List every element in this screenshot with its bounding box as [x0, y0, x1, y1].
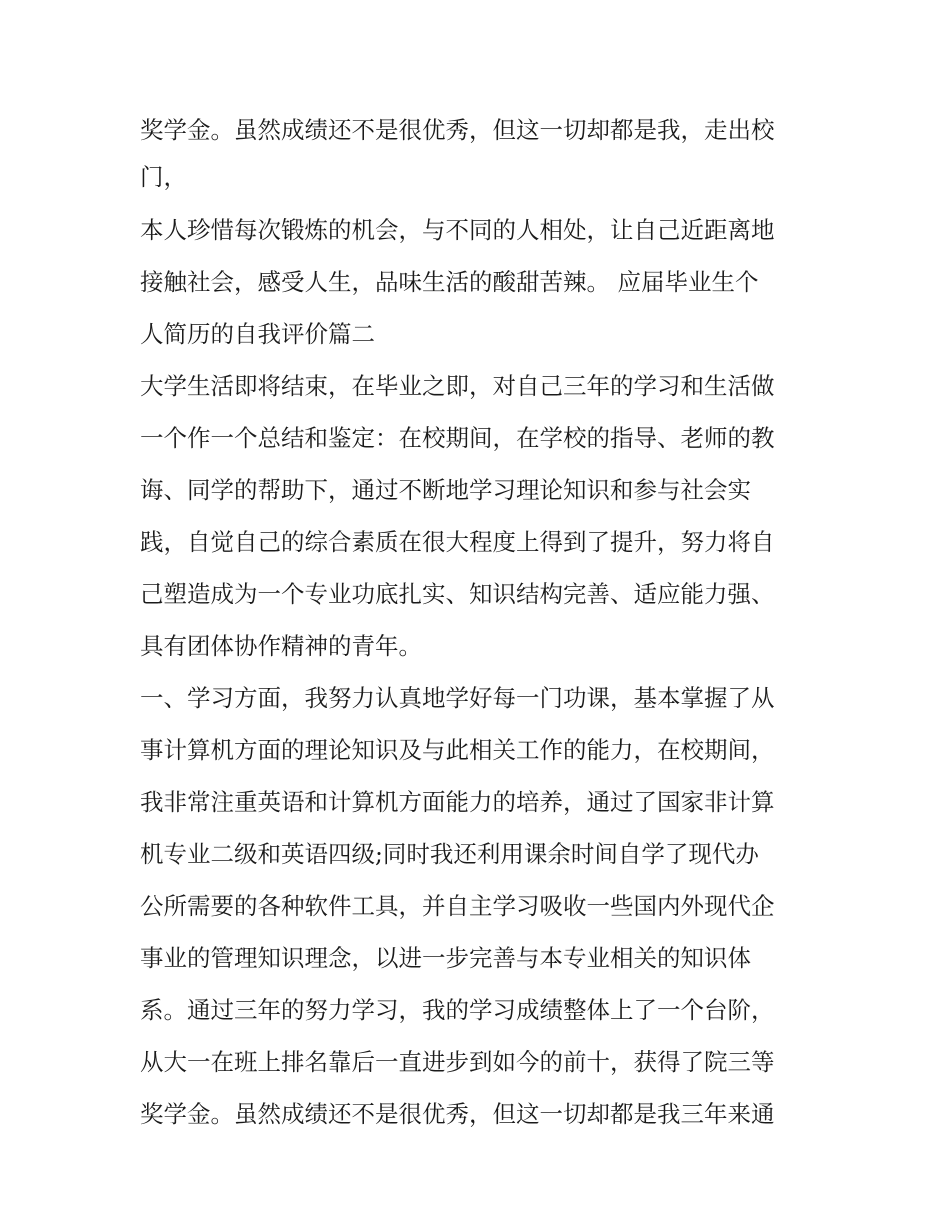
- text-line-15: 机专业二级和英语四级;同时我还利用课余时间自学了现代办: [140, 840, 759, 868]
- text-line-8: 诲、同学的帮助下，通过不断地学习理论知识和参与社会实: [140, 476, 751, 504]
- text-line-12: 一、学习方面，我努力认真地学好每一门功课，基本掌握了从: [140, 684, 775, 712]
- text-line-19: 从大一在班上排名靠后一直进步到如今的前十，获得了院三等: [140, 1048, 775, 1076]
- text-line-7: 一个作一个总结和鉴定：在校期间，在学校的指导、老师的教: [140, 424, 775, 452]
- text-line-17: 事业的管理知识理念，以进一步完善与本专业相关的知识体: [140, 944, 751, 972]
- text-line-13: 事计算机方面的理论知识及与此相关工作的能力，在校期间，: [140, 736, 775, 764]
- text-line-6: 大学生活即将结束，在毕业之即，对自己三年的学习和生活做: [140, 372, 775, 400]
- text-line-4: 接触社会，感受人生，品味生活的酸甜苦辣。 应届毕业生个: [140, 268, 759, 296]
- text-line-18: 系。通过三年的努力学习，我的学习成绩整体上了一个台阶，: [140, 996, 775, 1024]
- text-line-20: 奖学金。虽然成绩还不是很优秀，但这一切却都是我三年来通: [140, 1100, 775, 1128]
- text-line-11: 具有团体协作精神的青年。: [140, 632, 422, 660]
- text-line-5: 人简历的自我评价篇二: [140, 320, 375, 348]
- text-line-16: 公所需要的各种软件工具，并自主学习吸收一些国内外现代企: [140, 892, 775, 920]
- text-line-14: 我非常注重英语和计算机方面能力的培养，通过了国家非计算: [140, 788, 775, 816]
- text-line-3: 本人珍惜每次锻炼的机会，与不同的人相处，让自己近距离地: [140, 216, 775, 244]
- text-line-9: 践，自觉自己的综合素质在很大程度上得到了提升，努力将自: [140, 528, 775, 556]
- text-line-2: 门，: [140, 163, 187, 191]
- text-line-10: 己塑造成为一个专业功底扎实、知识结构完善、适应能力强、: [140, 580, 775, 608]
- text-line-1: 奖学金。虽然成绩还不是很优秀，但这一切却都是我，走出校: [140, 116, 775, 144]
